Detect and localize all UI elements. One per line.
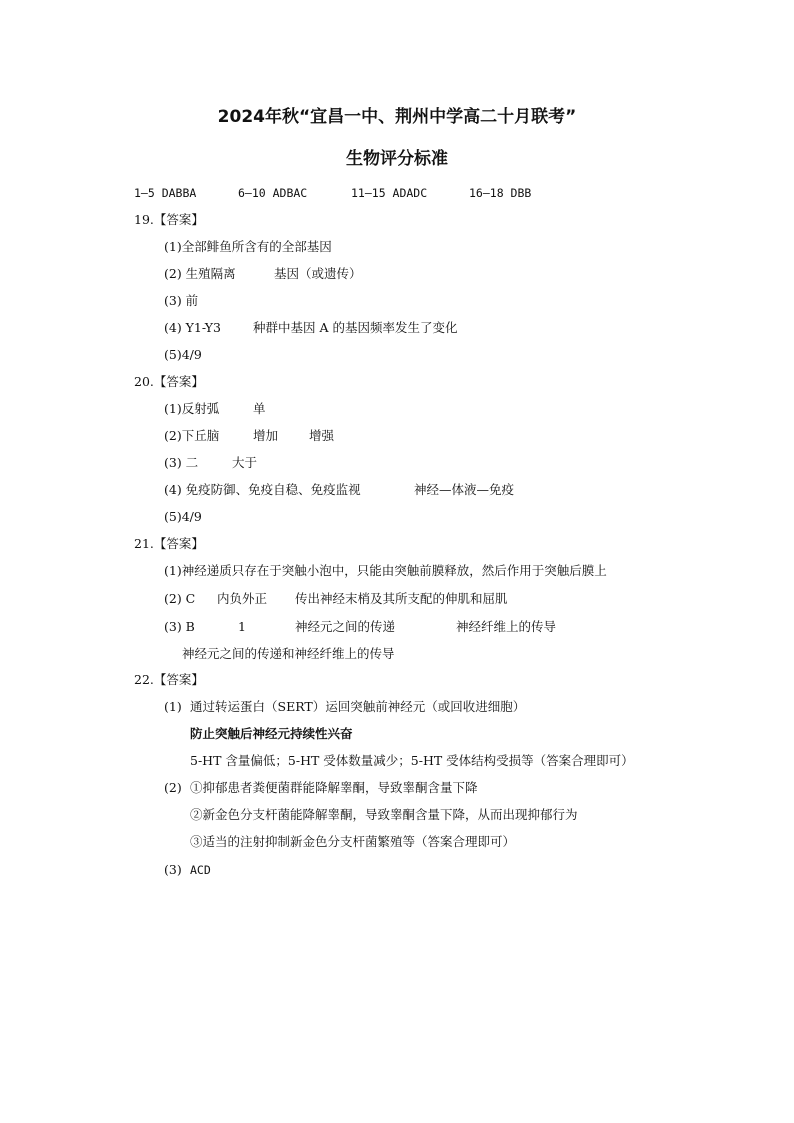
q21-answer-2c: 传出神经末梢及其所支配的伸肌和屈肌 [295, 591, 508, 606]
q20-answer-3a: (3) 二 [164, 455, 199, 470]
q20-heading: 20.【答案】 [134, 374, 204, 389]
q22-answer-2-number: (2) [164, 780, 182, 795]
q20-answer-5: (5)4/9 [164, 509, 202, 524]
q19-answer-4a: (4) Y1-Y3 [164, 320, 221, 335]
q19-answer-5: (5)4/9 [164, 347, 202, 362]
choice-group-4: 16—18 DBB [469, 186, 532, 200]
q21-answer-1: (1)神经递质只存在于突触小泡中，只能由突触前膜释放，然后作用于突触后膜上 [164, 563, 607, 578]
q22-answer-1-line-3: 5-HT 含量偏低；5-HT 受体数量减少；5-HT 受体结构受损等（答案合理即可） [190, 753, 634, 768]
q20-answer-1a: (1)反射弧 [164, 401, 220, 416]
q21-answer-3a: (3) B [164, 619, 195, 634]
q22-answer-2-line-1: ①抑郁患者粪便菌群能降解睾酮，导致睾酮含量下降 [190, 780, 478, 795]
q22-answer-3: ACD [190, 863, 211, 877]
choice-group-2: 6—10 ADBAC [238, 186, 308, 200]
q22-answer-1-number: (1) [164, 699, 182, 714]
document-title: 2024年秋“宜昌一中、荆州中学高二十月联考” [217, 107, 577, 127]
q21-answer-3e: 神经元之间的传递和神经纤维上的传导 [182, 646, 395, 661]
q19-answer-2a: (2) 生殖隔离 [164, 266, 236, 281]
q21-answer-3b: 1 [238, 619, 246, 634]
q22-answer-3-number: (3) [164, 862, 182, 877]
q22-answer-2-line-2: ②新金色分支杆菌能降解睾酮，导致睾酮含量下降，从而出现抑郁行为 [190, 807, 578, 822]
q22-answer-2-line-3: ③适当的注射抑制新金色分支杆菌繁殖等（答案合理即可） [190, 834, 516, 849]
q20-answer-3b: 大于 [232, 455, 258, 470]
q19-heading: 19.【答案】 [134, 212, 204, 227]
choice-group-3: 11—15 ADADC [351, 186, 428, 200]
q20-answer-2c: 增强 [309, 428, 335, 443]
document-subtitle: 生物评分标准 [346, 149, 448, 169]
q22-heading: 22.【答案】 [134, 672, 204, 687]
q19-answer-2b: 基因（或遗传） [274, 266, 362, 281]
q20-answer-1b: 单 [253, 401, 266, 416]
choice-group-1: 1—5 DABBA [134, 186, 197, 200]
q19-answer-3: (3) 前 [164, 293, 199, 308]
q19-answer-1: (1)全部鲱鱼所含有的全部基因 [164, 239, 332, 254]
q20-answer-4b: 神经—体液—免疫 [414, 482, 515, 497]
q21-heading: 21.【答案】 [134, 536, 204, 551]
q22-answer-1-line-2: 防止突触后神经元持续性兴奋 [190, 726, 353, 741]
q21-answer-2a: (2) C [164, 591, 196, 606]
q21-answer-3c: 神经元之间的传递 [295, 619, 396, 634]
q20-answer-2b: 增加 [253, 428, 279, 443]
q22-answer-1-line-1: 通过转运蛋白（SERT）运回突触前神经元（或回收进细胞） [190, 699, 526, 714]
q21-answer-3d: 神经纤维上的传导 [456, 619, 557, 634]
q21-answer-2b: 内负外正 [217, 591, 268, 606]
q20-answer-2a: (2)下丘脑 [164, 428, 220, 443]
q20-answer-4a: (4) 免疫防御、免疫自稳、免疫监视 [164, 482, 361, 497]
q19-answer-4b: 种群中基因 A 的基因频率发生了变化 [253, 320, 458, 335]
